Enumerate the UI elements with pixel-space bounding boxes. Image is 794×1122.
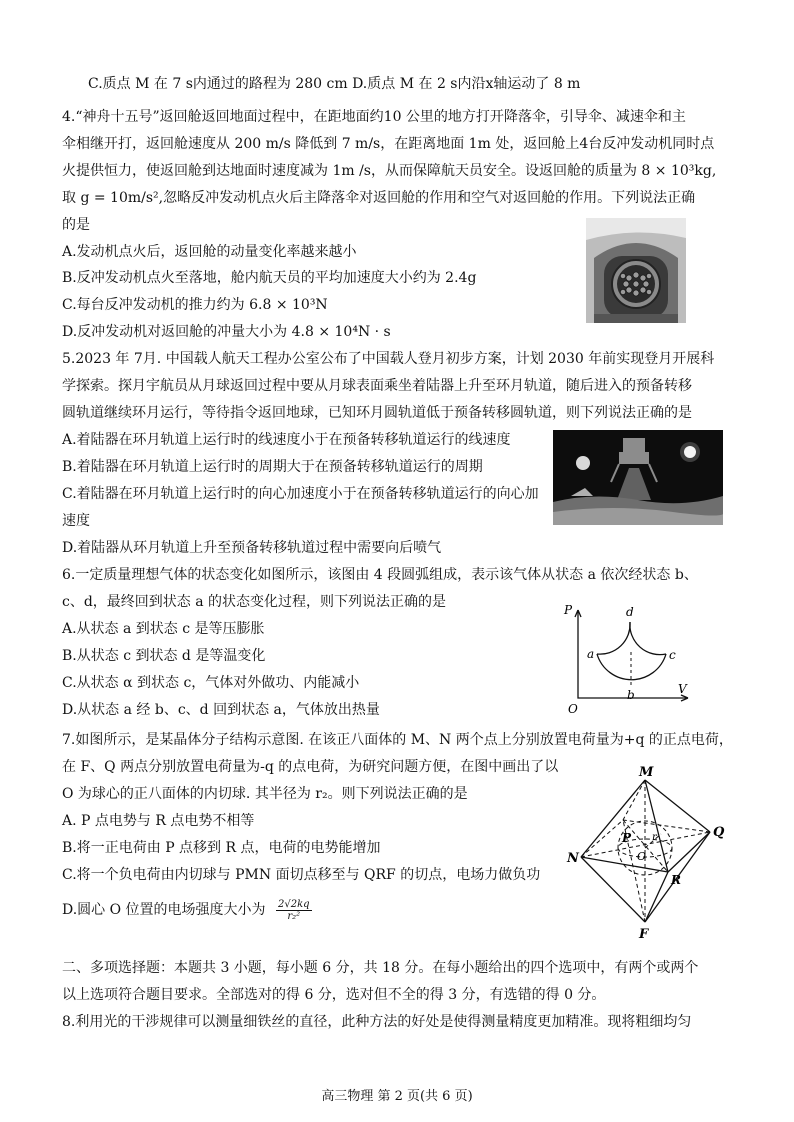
origin-label: O bbox=[568, 702, 578, 716]
text-line: 以上选项符合题目要求。全部选对的得 6 分，选对但不全的得 3 分，有选错的得 0 分。 bbox=[62, 987, 606, 1003]
fraction-denominator: r₂² bbox=[287, 910, 301, 922]
text-line: 伞相继开打，返回舱速度从 200 m/s 降低到 7 m/s，在距离地面 1m 处，返回舱上4台反冲发动机同时点 bbox=[62, 136, 715, 152]
text-line: 圆轨道继续环月运行，等待指令返回地球，已知环月圆轨道低于预备转移圆轨道，则下列说法正确的是 bbox=[62, 405, 692, 421]
vertex-n-label: N bbox=[567, 851, 579, 866]
center-o-label: O bbox=[637, 850, 647, 863]
option-a: A.从状态 a 到状态 c 是等压膨胀 bbox=[62, 621, 265, 637]
option-a: A.着陆器在环月轨道上运行时的线速度小于在预备转移轨道运行的线速度 bbox=[62, 432, 511, 448]
question-5-stem: 5.2023 年 7月. 中国载人航天工程办公室公布了中国载人登月初步方案，计划 2030 年前实现登月开展科 bbox=[62, 351, 715, 367]
radius-label: r bbox=[652, 832, 657, 843]
question-7-stem: 7.如图所示，是某晶体分子结构示意图. 在该正八面体的 M、N 两个点上分别放置电荷量为+q 的正点电荷， bbox=[62, 732, 733, 748]
option-b: B.反冲发动机点火至落地，舱内航天员的平均加速度大小约为 2.4g bbox=[62, 270, 477, 286]
state-b-label: b bbox=[627, 688, 635, 702]
option-a: A. P 点电势与 R 点电势不相等 bbox=[62, 813, 255, 829]
vertex-r-label: R bbox=[671, 873, 681, 887]
option-d-text: D.圆心 O 位置的电场强度大小为 bbox=[62, 902, 266, 918]
option-d: D.着陆器从环月轨道上升至预备转移轨道过程中需要向后喷气 bbox=[62, 540, 442, 556]
pv-graph bbox=[560, 602, 710, 717]
option-b: B.着陆器在环月轨道上运行时的周期大于在预备转移轨道运行的周期 bbox=[62, 459, 483, 475]
fraction-numerator: 2√2kq bbox=[278, 898, 310, 910]
capsule-photo bbox=[586, 218, 686, 323]
question-8-stem: 8.利用光的干涉规律可以测量细铁丝的直径，此种方法的好处是使得测量精度更加精准。现将粗细均匀 bbox=[62, 1014, 692, 1030]
option-d: D.从状态 a 经 b、c、d 回到状态 a，气体放出热量 bbox=[62, 702, 380, 718]
section-heading: 二、多项选择题：本题共 3 小题，每小题 6 分，共 18 分。在每小题给出的四个选项中，有两个或两个 bbox=[62, 960, 699, 976]
axis-v-label: V bbox=[678, 682, 687, 696]
option-d bbox=[62, 896, 312, 924]
pv-graph-image bbox=[560, 602, 710, 717]
option-a: A.发动机点火后，返回舱的动量变化率越来越小 bbox=[62, 244, 357, 260]
vertex-q-label: Q bbox=[713, 825, 725, 840]
state-a-label: a bbox=[587, 647, 595, 661]
text-line: 的是 bbox=[62, 217, 90, 233]
option-c: C.从状态 α 到状态 c，气体对外做功、内能减小 bbox=[62, 675, 360, 691]
text-line: O 为球心的正八面体的内切球. 其半径为 r₂。则下列说法正确的是 bbox=[62, 786, 468, 802]
vertex-m-label: M bbox=[639, 765, 654, 780]
octahedron-diagram bbox=[565, 762, 725, 942]
text-line: C.质点 M 在 7 s内通过的路程为 280 cm D.质点 M 在 2 s内沿x轴运动了 8 m bbox=[88, 76, 581, 92]
lander-photo-image bbox=[553, 430, 723, 525]
text-line: 速度 bbox=[62, 513, 90, 529]
octahedron-image bbox=[565, 762, 725, 942]
capsule-photo-image bbox=[586, 218, 686, 323]
state-c-label: c bbox=[669, 648, 676, 662]
vertex-p-label: P bbox=[622, 831, 632, 845]
option-d: D.反冲发动机对返回舱的冲量大小为 4.8 × 10⁴N · s bbox=[62, 324, 391, 340]
text-line: c、d，最终回到状态 a 的状态变化过程，则下列说法正确的是 bbox=[62, 594, 447, 610]
text-line: 取 g = 10m/s²,忽略反冲发动机点火后主降落伞对返回舱的作用和空气对返回舱的作用。下列说法正确 bbox=[62, 190, 696, 206]
fraction bbox=[276, 899, 312, 922]
option-c: C.着陆器在环月轨道上运行时的向心加速度小于在预备转移轨道运行的向心加 bbox=[62, 486, 539, 502]
text-line: 在 F、Q 两点分别放置电荷量为-q 的点电荷，为研究问题方便，在图中画出了以 bbox=[62, 759, 559, 775]
question-4-stem: 4.“神舟十五号”返回舱返回地面过程中，在距地面约10 公里的地方打开降落伞，引导伞、减速伞和主 bbox=[62, 109, 686, 125]
page-footer: 高三物理 第 2 页(共 6 页) bbox=[321, 1089, 473, 1104]
option-c: C.将一个负电荷由内切球与 PMN 面切点移至与 QRF 的切点，电场力做负功 bbox=[62, 867, 541, 883]
vertex-f-label: F bbox=[639, 927, 649, 942]
option-c: C.每台反冲发动机的推力约为 6.8 × 10³N bbox=[62, 297, 328, 313]
text-line: 学探索。探月宇航员从月球返回过程中要从月球表面乘坐着陆器上升至环月轨道，随后进入的预备转移 bbox=[62, 378, 692, 394]
question-6-stem: 6.一定质量理想气体的状态变化如图所示，该图由 4 段圆弧组成，表示该气体从状态 a 依次经状态 b、 bbox=[62, 567, 698, 583]
axis-p-label: P bbox=[564, 603, 573, 617]
state-d-label: d bbox=[626, 605, 634, 619]
text-line: 火提供恒力，使返回舱到达地面时速度减为 1m /s，从而保障航天员安全。设返回舱的质量为 8 × 10³kg, bbox=[62, 163, 717, 179]
option-b: B.从状态 c 到状态 d 是等温变化 bbox=[62, 648, 266, 664]
lander-photo bbox=[553, 430, 723, 525]
option-b: B.将一正电荷由 P 点移到 R 点，电荷的电势能增加 bbox=[62, 840, 381, 856]
